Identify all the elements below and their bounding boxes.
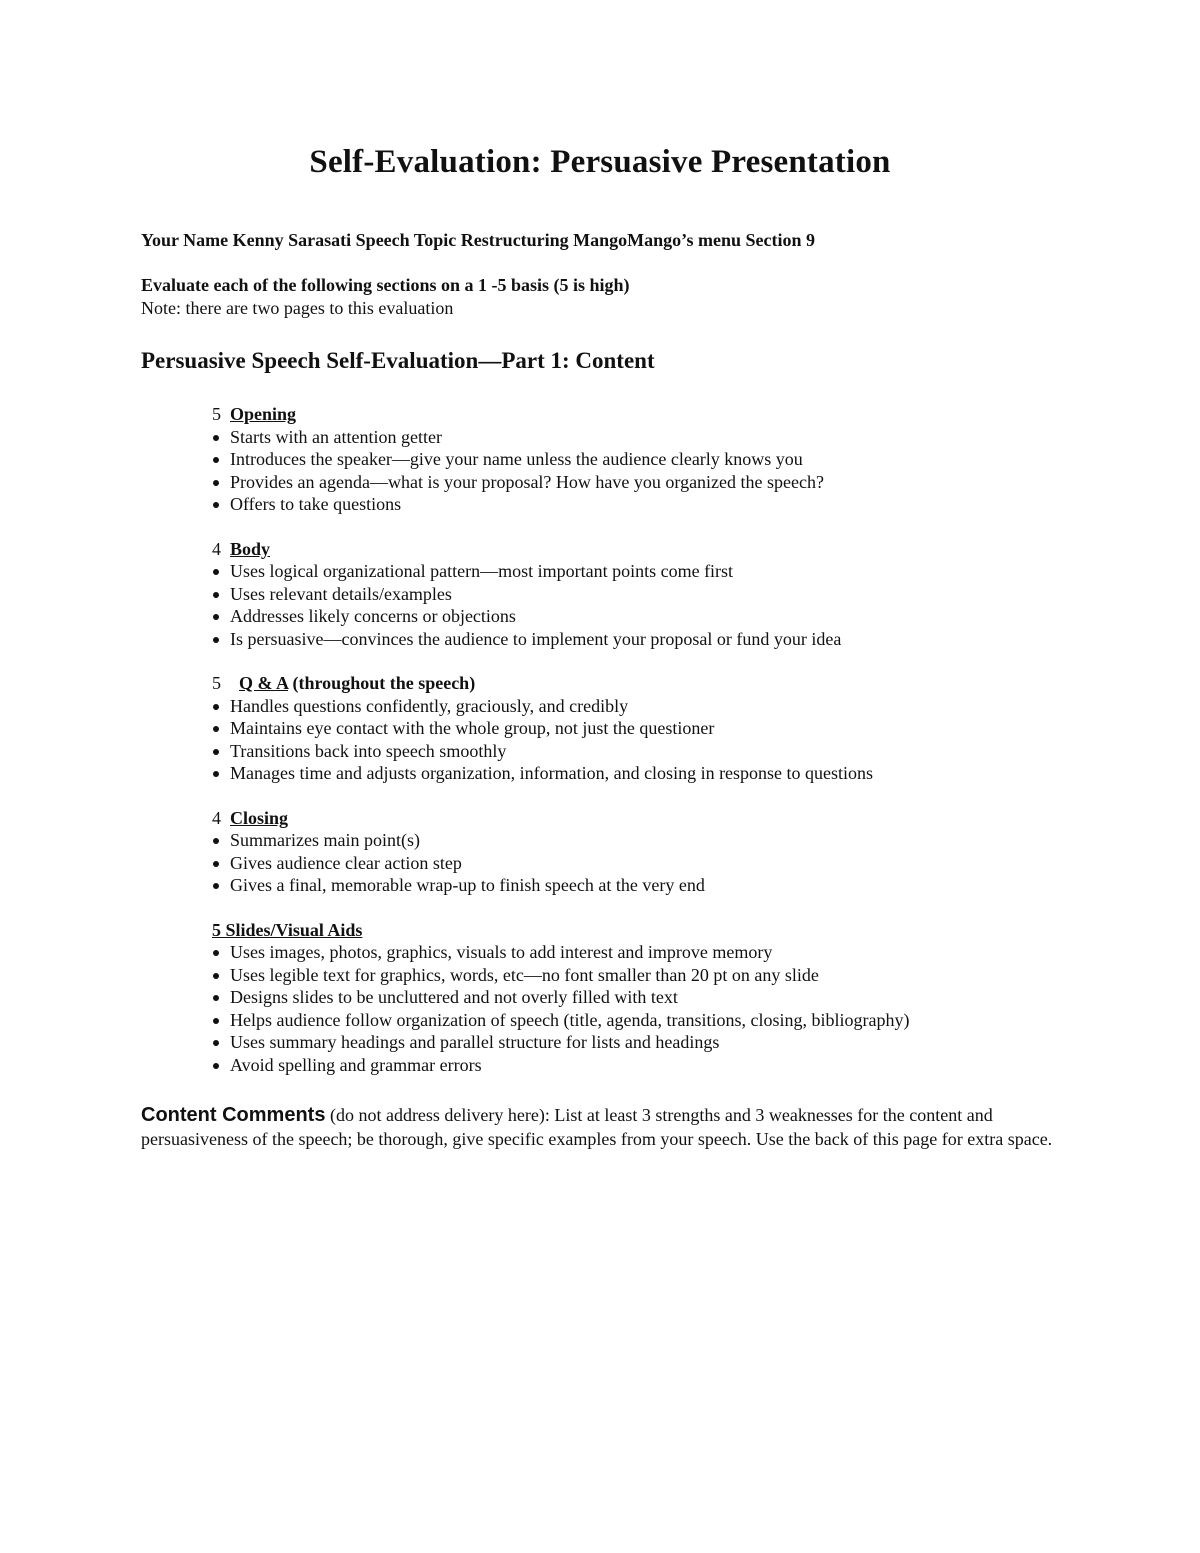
list-item-text: Uses images, photos, graphics, visuals to add interest and improve memory (230, 942, 773, 962)
criteria-block-qa (212, 672, 1112, 785)
bullet-icon (213, 704, 219, 710)
list-item-text: Uses logical organizational pattern—most important points come first (230, 561, 734, 581)
score-opening: 5 (212, 404, 221, 424)
criteria-block-opening (212, 403, 1112, 516)
criteria-title-closing: Closing (230, 807, 289, 828)
criteria-title-slides-text: Slides/Visual Aids (225, 919, 363, 940)
bullet-icon (213, 592, 219, 598)
bullet-icon (213, 457, 219, 463)
list-item-text: Addresses likely concerns or objections (230, 606, 516, 626)
bullet-icon (213, 995, 219, 1001)
list-item (212, 1009, 1112, 1032)
evaluation-note: Note: there are two pages to this evaluation (141, 298, 454, 318)
bullet-icon (213, 637, 219, 643)
list-item (212, 762, 1112, 785)
bullet-icon (213, 838, 219, 844)
list-item (212, 426, 1112, 449)
content-comments-heading: Content Comments (141, 1104, 326, 1126)
page-title: Self-Evaluation: Persuasive Presentation (309, 144, 891, 180)
list-item (212, 852, 1112, 875)
list-item-text: Introduces the speaker—give your name unless the audience clearly knows you (230, 449, 803, 469)
criteria-title-opening: Opening (230, 404, 297, 424)
list-item (212, 874, 1112, 897)
list-item-text: Is persuasive—convinces the audience to implement your proposal or fund your idea (230, 628, 842, 649)
criteria-block-slides (212, 919, 1112, 1077)
criteria-block-closing (212, 807, 1112, 897)
list-item (212, 941, 1112, 964)
list-item-text: Gives a final, memorable wrap-up to finish speech at the very end (230, 875, 705, 895)
list-item (212, 628, 1112, 651)
list-item (212, 1054, 1112, 1077)
content-comments-text: (do not address delivery here): List at least 3 strengths and 3 weaknesses for the content and persuasiveness of the speech; be thorough, give specific examples from your speech. Use the back of this page for extra space. (141, 1105, 1053, 1149)
score-body: 4 (212, 538, 221, 559)
criteria-title-qa: Q & A (239, 673, 289, 693)
list-item-text: Offers to take questions (230, 494, 402, 514)
list-item-text: Summarizes main point(s) (230, 830, 420, 850)
list-item (212, 964, 1112, 987)
bullet-icon (213, 502, 219, 508)
criteria-items-slides (212, 941, 1112, 1076)
criteria-heading-closing (212, 807, 1112, 830)
criteria-title-body: Body (230, 538, 271, 559)
criteria-items-body (212, 560, 1112, 650)
list-item (212, 471, 1112, 494)
score-closing: 4 (212, 807, 221, 828)
bullet-icon (213, 861, 219, 867)
bullet-icon (213, 1018, 219, 1024)
section-heading: Persuasive Speech Self-Evaluation—Part 1: Content (141, 348, 655, 373)
list-item-text: Transitions back into speech smoothly (230, 740, 507, 761)
list-item-text: Handles questions confidently, graciously, and credibly (230, 695, 629, 716)
bullet-icon (213, 726, 219, 732)
list-item-text: Starts with an attention getter (230, 426, 442, 447)
evaluation-instruction: Evaluate each of the following sections on a 1 -5 basis (5 is high) (141, 275, 630, 295)
content-comments (141, 1104, 1061, 1151)
list-item-text: Designs slides to be uncluttered and not overly filled with text (230, 987, 678, 1007)
bullet-icon (213, 569, 219, 575)
student-info-line: Your Name Kenny Sarasati Speech Topic Restructuring MangoMango’s menu Section 9 (141, 230, 816, 250)
list-item-text: Maintains eye contact with the whole group, not just the questioner (230, 718, 715, 738)
bullet-icon (213, 950, 219, 956)
list-item-text: Avoid spelling and grammar errors (230, 1054, 482, 1075)
list-item (212, 448, 1112, 471)
list-item-text: Uses relevant details/examples (230, 583, 452, 604)
bullet-icon (213, 973, 219, 979)
bullet-icon (213, 883, 219, 889)
list-item (212, 560, 1112, 583)
list-item (212, 717, 1112, 740)
bullet-icon (213, 480, 219, 486)
list-item-text: Provides an agenda—what is your proposal? How have you organized the speech? (230, 471, 824, 492)
list-item (212, 1031, 1112, 1054)
criteria-block-body (212, 538, 1112, 651)
criteria-title-slides (212, 920, 362, 940)
list-item (212, 493, 1112, 516)
criteria-heading-body (212, 538, 1112, 561)
bullet-icon (213, 1040, 219, 1046)
score-qa: 5 (212, 673, 221, 693)
bullet-icon (213, 771, 219, 777)
list-item (212, 986, 1112, 1009)
criteria-heading-opening (212, 403, 1112, 426)
list-item (212, 583, 1112, 606)
list-item (212, 829, 1112, 852)
list-item-text: Manages time and adjusts organization, information, and closing in response to questions (230, 763, 874, 783)
list-item-text: Gives audience clear action step (230, 852, 462, 873)
list-item (212, 605, 1112, 628)
list-item-text: Helps audience follow organization of speech (title, agenda, transitions, closing, bibliography) (230, 1009, 910, 1030)
bullet-icon (213, 614, 219, 620)
list-item-text: Uses legible text for graphics, words, etc—no font smaller than 20 pt on any slide (230, 964, 819, 985)
list-item-text: Uses summary headings and parallel structure for lists and headings (230, 1032, 720, 1052)
criteria-extra-qa: (throughout the speech) (292, 673, 476, 693)
criteria-heading-qa (212, 672, 1112, 695)
list-item (212, 695, 1112, 718)
bullet-icon (213, 749, 219, 755)
criteria-items-qa (212, 695, 1112, 785)
bullet-icon (213, 1063, 219, 1069)
list-item (212, 740, 1112, 763)
score-slides: 5 (212, 919, 221, 940)
criteria-list (212, 403, 1112, 1098)
criteria-items-closing (212, 829, 1112, 897)
criteria-heading-slides (212, 919, 1112, 942)
criteria-items-opening (212, 426, 1112, 516)
bullet-icon (213, 435, 219, 441)
